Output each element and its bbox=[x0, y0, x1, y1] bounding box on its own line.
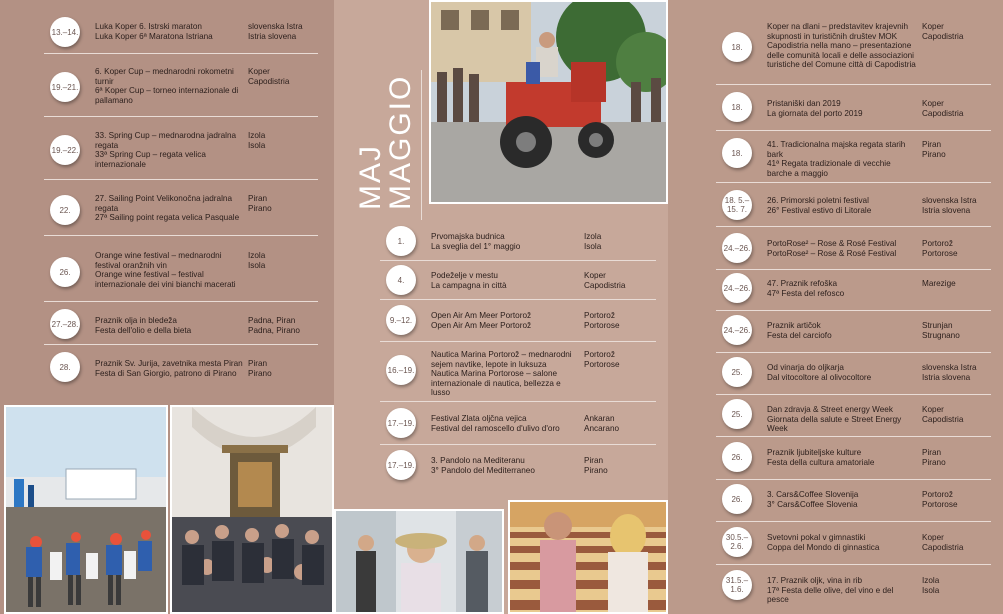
event-place: Izola Isola bbox=[248, 131, 266, 150]
event-subtitle: La giornata del porto 2019 bbox=[767, 108, 863, 118]
date-badge: 24.–26. bbox=[722, 315, 752, 345]
divider bbox=[44, 179, 318, 180]
divider bbox=[44, 344, 318, 345]
divider bbox=[716, 182, 991, 183]
event-title: Festival Zlata oljčna vejica Festival del ramoscello d'ulivo d'oro bbox=[431, 414, 581, 433]
date-badge: 13.–14. bbox=[50, 17, 80, 47]
divider bbox=[716, 394, 991, 395]
event-place: Izola Isola bbox=[922, 576, 940, 595]
event-place: Marezige bbox=[922, 279, 956, 288]
event-subtitle: Festival del ramoscello d'ulivo d'oro bbox=[431, 423, 560, 433]
date-badge: 31.5.– 1.6. bbox=[722, 570, 752, 600]
right-page bbox=[668, 0, 1003, 614]
event-place: Koper Capodistria bbox=[922, 533, 964, 552]
marathon-photo bbox=[4, 405, 168, 614]
event-subtitle: PortoRose² – Rose & Rosé Festival bbox=[767, 248, 897, 258]
event-subtitle: Luka Koper 6ª Maratona Istriana bbox=[95, 31, 213, 41]
event-place: Izola Isola bbox=[248, 251, 266, 270]
divider bbox=[44, 301, 318, 302]
date-badge: 26. bbox=[722, 442, 752, 472]
date-badge: 4. bbox=[386, 265, 416, 295]
divider bbox=[716, 436, 991, 437]
divider bbox=[380, 299, 656, 300]
event-place: Piran Pirano bbox=[584, 456, 608, 475]
event-title: Praznik Sv. Jurija, zavetnika mesta Piran Festa di San Giorgio, patrono di Pirano bbox=[95, 359, 243, 378]
date-badge: 16.–19. bbox=[386, 355, 416, 385]
date-badge: 17.–19. bbox=[386, 408, 416, 438]
date-badge: 18. bbox=[722, 32, 752, 62]
date-badge: 9.–12. bbox=[386, 305, 416, 335]
date-badge: 24.–26. bbox=[722, 273, 752, 303]
event-place: Piran Pirano bbox=[922, 448, 946, 467]
event-place: Koper Capodistria bbox=[248, 67, 290, 86]
date-badge: 25. bbox=[722, 399, 752, 429]
event-title: 6. Koper Cup – mednarodni rokometni turnir 6ª Koper Cup – torneo internazionale di pallamano bbox=[95, 67, 243, 105]
event-subtitle: Festa dell'olio e della bieta bbox=[95, 325, 192, 335]
event-title: Podeželje v mestu La campagna in città bbox=[431, 271, 581, 290]
event-place: Koper Capodistria bbox=[922, 405, 964, 424]
vineyard-photo bbox=[508, 500, 668, 614]
event-place: Portorož Portorose bbox=[922, 490, 958, 509]
date-badge: 26. bbox=[722, 484, 752, 514]
month-slovene: MAJ bbox=[354, 144, 387, 210]
event-subtitle: 3° Pandolo del Mediterraneo bbox=[431, 465, 535, 475]
divider bbox=[380, 341, 656, 342]
date-badge: 17.–19. bbox=[386, 450, 416, 480]
event-subtitle: 17ª Festa delle olive, del vino e del pesce bbox=[767, 585, 894, 604]
event-place: Strunjan Strugnano bbox=[922, 321, 960, 340]
event-title: Praznik artičok Festa del carciofo bbox=[767, 321, 917, 340]
date-badge: 27.–28. bbox=[50, 309, 80, 339]
date-badge: 25. bbox=[722, 357, 752, 387]
divider bbox=[716, 521, 991, 522]
date-badge: 18. bbox=[722, 138, 752, 168]
date-badge: 28. bbox=[50, 352, 80, 382]
event-place: slovenska Istra Istria slovena bbox=[922, 196, 977, 215]
date-badge: 1. bbox=[386, 226, 416, 256]
event-title: 26. Primorski poletni festival 26° Festival estivo di Litorale bbox=[767, 196, 917, 215]
divider bbox=[716, 564, 991, 565]
event-title: 47. Praznik refoška 47ª Festa del refosco bbox=[767, 279, 917, 298]
event-subtitle: 6ª Koper Cup – torneo internazionale di pallamano bbox=[95, 86, 239, 105]
event-title: Prvomajska budnica La sveglia del 1° maggio bbox=[431, 232, 581, 251]
event-title: Pristaniški dan 2019 La giornata del porto 2019 bbox=[767, 99, 917, 118]
event-subtitle: Festa di San Giorgio, patrono di Pirano bbox=[95, 368, 237, 378]
event-title: 3. Cars&Coffee Slovenija 3° Cars&Coffee Slovenia bbox=[767, 490, 917, 509]
event-title: 3. Pandolo na Mediteranu 3° Pandolo del Mediterraneo bbox=[431, 456, 581, 475]
date-badge: 19.–22. bbox=[50, 135, 80, 165]
event-subtitle: 41ª Regata tradizionale di vecchie barche a maggio bbox=[767, 159, 891, 178]
fashion-photo bbox=[334, 509, 504, 614]
event-title: Dan zdravja & Street energy Week Giornata della salute e Street Energy Week bbox=[767, 405, 917, 434]
event-place: Koper Capodistria bbox=[922, 99, 964, 118]
date-badge: 19.–21. bbox=[50, 72, 80, 102]
event-title: Od vinarja do oljkarja Dal vitocoltore al olivocoltore bbox=[767, 363, 917, 382]
event-subtitle: La sveglia del 1° maggio bbox=[431, 241, 521, 251]
event-subtitle: Dal vitocoltore al olivocoltore bbox=[767, 372, 872, 382]
divider bbox=[380, 401, 656, 402]
divider bbox=[716, 352, 991, 353]
event-title: PortoRose² – Rose & Rosé Festival PortoRose² – Rose & Rosé Festival bbox=[767, 239, 917, 258]
event-subtitle: 26° Festival estivo di Litorale bbox=[767, 205, 872, 215]
title-divider bbox=[421, 70, 422, 220]
divider bbox=[716, 310, 991, 311]
divider bbox=[44, 53, 318, 54]
event-subtitle: 27ª Sailing point regata velica Pasquale bbox=[95, 213, 240, 222]
event-place: Piran Pirano bbox=[248, 194, 272, 213]
date-badge: 18. 5.– 15. 7. bbox=[722, 190, 752, 220]
divider bbox=[716, 479, 991, 480]
divider bbox=[380, 444, 656, 445]
event-title: Luka Koper 6. Istrski maraton Luka Koper 6ª Maratona Istriana bbox=[95, 22, 243, 41]
event-subtitle: Open Air Am Meer Portorož bbox=[431, 320, 532, 330]
event-place: Koper Capodistria bbox=[922, 22, 964, 41]
event-subtitle: Festa del carciofo bbox=[767, 330, 832, 340]
church-photo bbox=[170, 405, 334, 614]
divider bbox=[716, 130, 991, 131]
event-place: Ankaran Ancarano bbox=[584, 414, 620, 433]
event-place: slovenska Istra Istria slovena bbox=[922, 363, 977, 382]
event-title: Svetovni pokal v gimnastiki Coppa del Mondo di ginnastica bbox=[767, 533, 917, 552]
event-title: Koper na dlani – predstavitev krajevnih skupnosti in turističnih društev MOK Capodistria nella mano – presentazione delle comunità locali e delle associazioni turistiche del Comune città di Capodistria bbox=[767, 22, 916, 69]
event-subtitle: Nautica Marina Portorose – salone internazionale di nautica, bellezza e lusso bbox=[431, 369, 561, 397]
month-title bbox=[348, 74, 418, 210]
divider bbox=[380, 260, 656, 261]
event-place: Portorož Portorose bbox=[584, 350, 620, 369]
event-subtitle: Orange wine festival – festival internazionale dei vini bianchi macerati bbox=[95, 270, 236, 289]
event-title: Praznik ljubiteljske kulture Festa della cultura amatoriale bbox=[767, 448, 917, 467]
event-title: Open Air Am Meer Portorož Open Air Am Meer Portorož bbox=[431, 311, 581, 330]
event-place: Piran Pirano bbox=[922, 140, 946, 159]
event-title: 41. Tradicionalna majska regata starih bark 41ª Regata tradizionale di vecchie barche a maggio bbox=[767, 140, 917, 178]
event-subtitle: 3° Cars&Coffee Slovenia bbox=[767, 499, 858, 509]
left-page bbox=[0, 0, 334, 614]
event-place: Piran Pirano bbox=[248, 359, 272, 378]
tractor-photo bbox=[429, 0, 668, 204]
event-subtitle: La campagna in città bbox=[431, 280, 507, 290]
date-badge: 24.–26. bbox=[722, 233, 752, 263]
event-title: 33. Spring Cup – mednarodna jadralna regata 33ª Spring Cup – regata velica internazionale bbox=[95, 131, 243, 169]
event-title: 17. Praznik oljk, vina in rib 17ª Festa delle olive, del vino e del pesce bbox=[767, 576, 917, 605]
event-place: Portorož Portorose bbox=[922, 239, 958, 258]
divider bbox=[716, 84, 991, 85]
event-place: slovenska Istra Istria slovena bbox=[248, 22, 303, 41]
middle-page bbox=[334, 0, 668, 614]
divider bbox=[44, 116, 318, 117]
event-place: Portorož Portorose bbox=[584, 311, 620, 330]
event-subtitle: Festa della cultura amatoriale bbox=[767, 457, 875, 467]
event-place: Izola Isola bbox=[584, 232, 602, 251]
event-subtitle: 33ª Spring Cup – regata velica internazionale bbox=[95, 150, 206, 169]
event-subtitle: Capodistria nella mano – presentazione delle comunità locali e delle associazioni turistiche del Comune città di Capodistria bbox=[767, 41, 916, 69]
event-place: Koper Capodistria bbox=[584, 271, 626, 290]
date-badge: 26. bbox=[50, 257, 80, 287]
event-subtitle: Giornata della salute e Street Energy Week bbox=[767, 414, 902, 433]
divider bbox=[716, 226, 991, 227]
event-subtitle: Coppa del Mondo di ginnastica bbox=[767, 542, 880, 552]
divider bbox=[716, 269, 991, 270]
date-badge: 18. bbox=[722, 92, 752, 122]
divider bbox=[44, 235, 318, 236]
date-badge: 22. bbox=[50, 195, 80, 225]
event-subtitle: 47ª Festa del refosco bbox=[767, 288, 845, 298]
date-badge: 30.5.– 2.6. bbox=[722, 527, 752, 557]
event-title: Nautica Marina Portorož – mednarodni sejem navtike, lepote in luksuza Nautica Marina Portorose – salone internazionale di nautica, bellezza e lusso bbox=[431, 350, 581, 398]
event-title: 27. Sailing Point Velikonočna jadralna regata 27ª Sailing point regata velica Pasquale bbox=[95, 194, 243, 223]
event-title: Praznik olja in bledeža Festa dell'olio e della bieta bbox=[95, 316, 243, 335]
month-italian: MAGGIO bbox=[384, 74, 417, 210]
event-title: Orange wine festival – mednarodni festival oranžnih vin Orange wine festival – festival internazionale dei vini bianchi macerati bbox=[95, 251, 243, 289]
event-place: Padna, Piran Padna, Pirano bbox=[248, 316, 300, 335]
